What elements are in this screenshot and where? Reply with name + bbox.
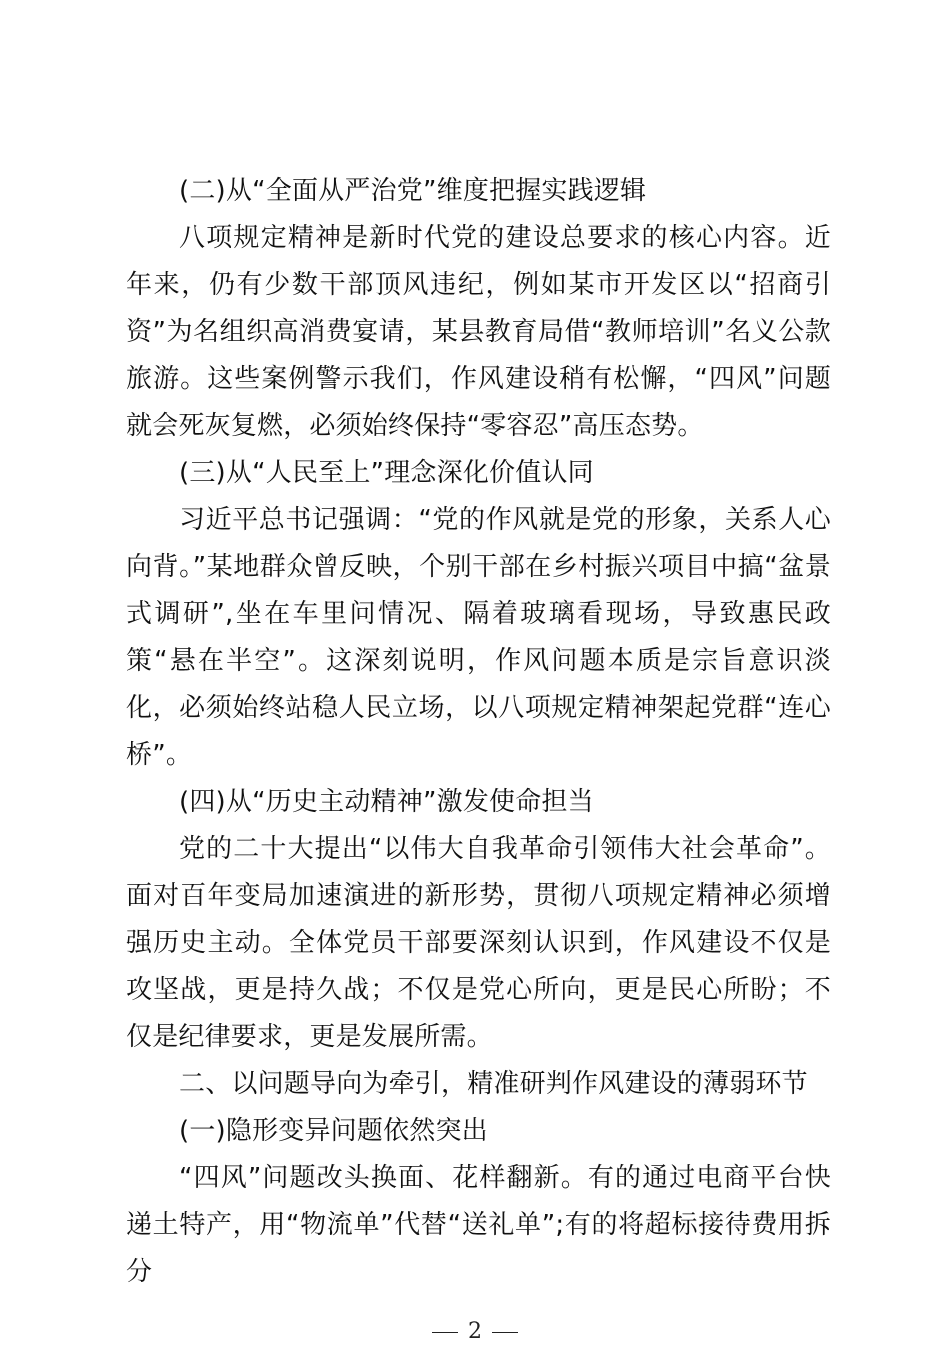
page-number: 2 — [468, 1319, 482, 1344]
body-paragraph: 党的二十大提出“以伟大自我革命引领伟大社会革命”。面对百年变局加速演进的新形势，贯彻八项规定精神必须增强历史主动。全体党员干部要深刻认识到，作风建设不仅是攻坚战，更是持久战；不仅是党心所向，更是民心所盼；不仅是纪律要求，更是发展所需。 — [126, 834, 831, 1052]
section-heading-2: (二)从“全面从严治党”维度把握实践逻辑 — [179, 176, 647, 206]
footer-dash-left — [432, 1332, 458, 1333]
chapter-heading-2: 二、以问题导向为牵引，精准研判作风建设的薄弱环节 — [179, 1069, 808, 1099]
section-heading-3: (三)从“人民至上”理念深化价值认同 — [179, 458, 594, 488]
body-paragraph: “四风”问题改头换面、花样翻新。有的通过电商平台快递土特产，用“物流单”代替“送礼单”;有的将超标接待费用拆分 — [126, 1163, 831, 1287]
document-body — [126, 168, 831, 1296]
page-footer — [0, 1318, 950, 1346]
footer-dash-right — [492, 1332, 518, 1333]
section-heading-4: (四)从“历史主动精神”激发使命担当 — [179, 787, 594, 817]
body-paragraph: 习近平总书记强调：“党的作风就是党的形象，关系人心向背。”某地群众曾反映，个别干部在乡村振兴项目中搞“盆景式调研”,坐在车里问情况、隔着玻璃看现场，导致惠民政策“悬在半空”。这深刻说明，作风问题本质是宗旨意识淡化，必须始终站稳人民立场，以八项规定精神架起党群“连心桥”。 — [126, 505, 831, 770]
section-heading-1: (一)隐形变异问题依然突出 — [179, 1116, 488, 1146]
body-paragraph: 八项规定精神是新时代党的建设总要求的核心内容。近年来，仍有少数干部顶风违纪，例如某市开发区以“招商引资”为名组织高消费宴请，某县教育局借“教师培训”名义公款旅游。这些案例警示我们，作风建设稍有松懈，“四风”问题就会死灰复燃，必须始终保持“零容忍”高压态势。 — [126, 223, 831, 441]
